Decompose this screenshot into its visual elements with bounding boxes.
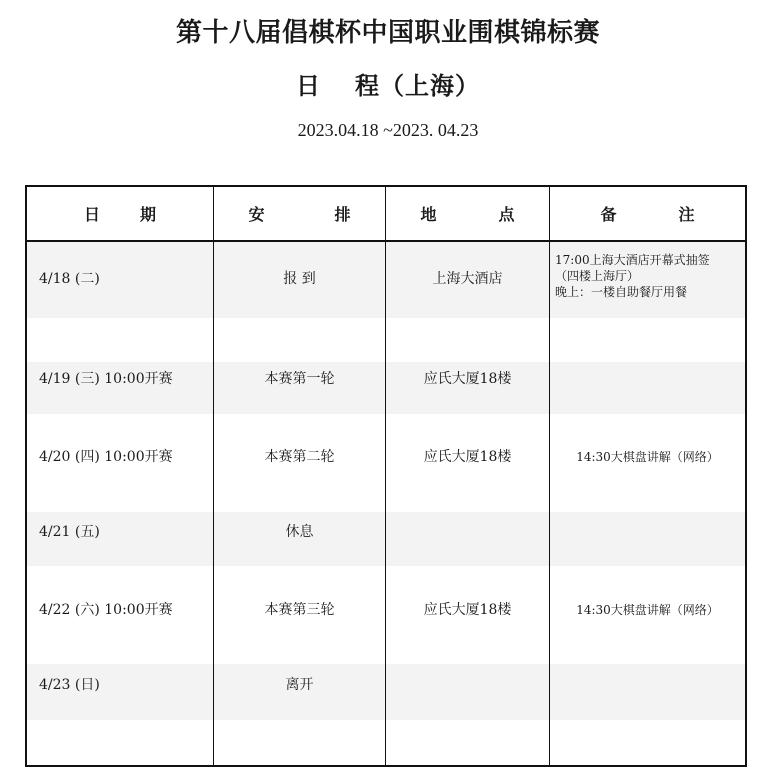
header-divider bbox=[27, 240, 745, 242]
cell-note: 14:30大棋盘讲解（网络） bbox=[576, 450, 719, 464]
page-title: 第十八届倡棋杯中国职业围棋锦标赛 bbox=[175, 18, 600, 48]
date-range: 2023.04.18 ~2023. 04.23 bbox=[297, 120, 479, 140]
row-band bbox=[27, 512, 745, 566]
column-divider bbox=[549, 187, 550, 765]
cell-date: 4/22 (六) 10:00开赛 bbox=[39, 602, 173, 618]
header-note: 备 注 bbox=[600, 205, 695, 224]
cell-plan: 本赛第二轮 bbox=[264, 449, 335, 465]
cell-plan: 离开 bbox=[285, 677, 314, 693]
cell-date: 4/23 (日) bbox=[39, 677, 100, 693]
cell-place: 应氏大厦18楼 bbox=[423, 602, 512, 618]
subtitle-right: 程（上海） bbox=[355, 72, 480, 100]
schedule-table bbox=[25, 185, 747, 767]
cell-plan: 本赛第三轮 bbox=[264, 602, 335, 618]
header-plan: 安 排 bbox=[248, 205, 351, 224]
cell-date: 4/20 (四) 10:00开赛 bbox=[39, 449, 173, 465]
cell-date: 4/18 (二) bbox=[39, 271, 100, 287]
cell-date: 4/19 (三) 10:00开赛 bbox=[39, 371, 173, 387]
cell-place: 上海大酒店 bbox=[432, 271, 503, 287]
cell-note: 14:30大棋盘讲解（网络） bbox=[576, 603, 719, 617]
subtitle-left: 日 bbox=[296, 72, 321, 100]
cell-date: 4/21 (五) bbox=[39, 524, 100, 540]
cell-place: 应氏大厦18楼 bbox=[423, 371, 512, 387]
cell-plan: 本赛第一轮 bbox=[264, 371, 335, 387]
header-place: 地 点 bbox=[420, 205, 515, 224]
row-band bbox=[27, 664, 745, 720]
header-date: 日 期 bbox=[83, 205, 157, 224]
cell-note: 17:00上海大酒店开幕式抽签 （四楼上海厅） 晚上：一楼自助餐厅用餐 bbox=[555, 253, 710, 299]
schedule-subtitle bbox=[0, 66, 776, 101]
cell-place: 应氏大厦18楼 bbox=[423, 449, 512, 465]
cell-plan: 报 到 bbox=[283, 271, 316, 287]
cell-plan: 休息 bbox=[285, 524, 314, 540]
